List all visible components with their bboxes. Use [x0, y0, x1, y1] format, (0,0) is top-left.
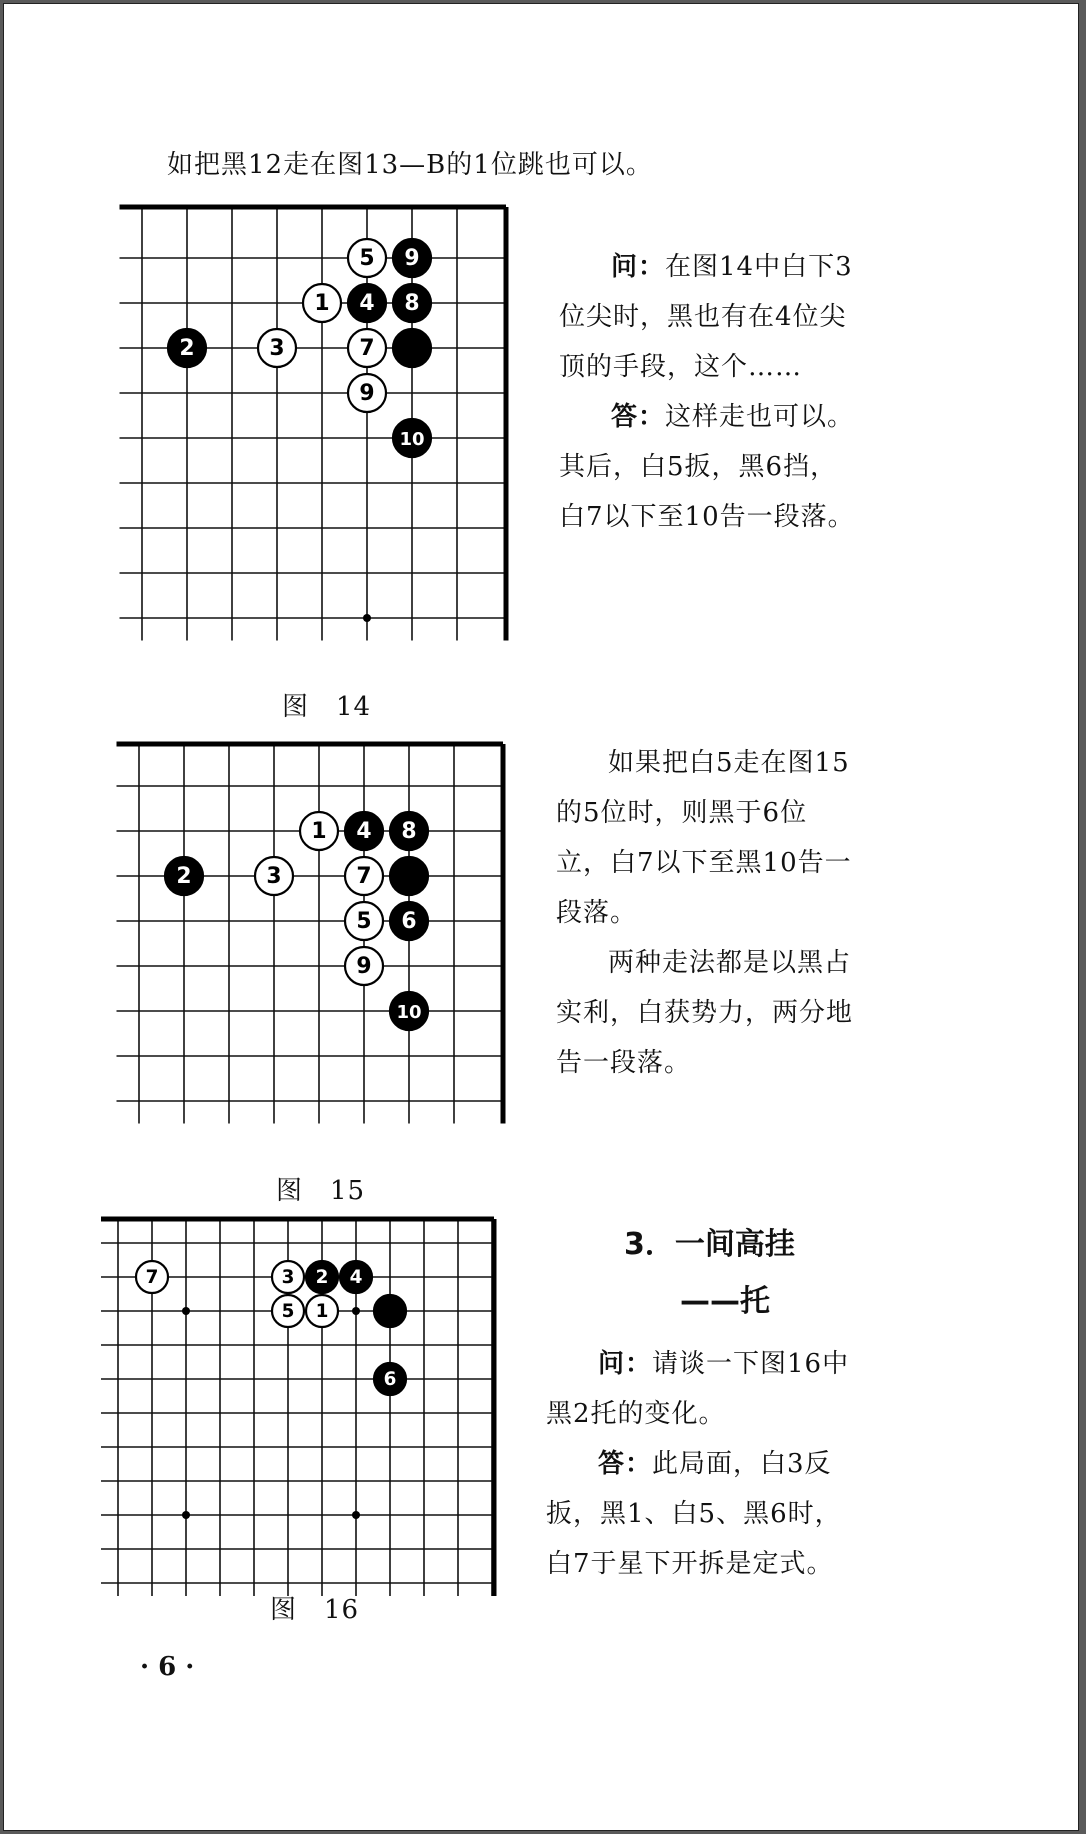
stone-number: 1 [311, 819, 327, 845]
stone-number: 2 [179, 336, 195, 362]
star-point [363, 614, 371, 622]
black-stone [345, 812, 383, 850]
book-page [3, 3, 1079, 1831]
stone-number: 2 [176, 864, 192, 890]
white-stone [345, 857, 383, 895]
figure16-caption: 图 16 [270, 1595, 360, 1625]
section3-heading-line2: ——托 [680, 1284, 770, 1319]
answer-label: 答： [598, 1449, 653, 1479]
white-stone [345, 947, 383, 985]
page-number: · 6 · [140, 1652, 195, 1682]
black-stone [165, 857, 203, 895]
white-stone [255, 857, 293, 895]
go-board-figure16 [97, 1216, 502, 1596]
stone-number: 9 [359, 381, 375, 407]
stone-number: 3 [281, 1267, 295, 1289]
question-label: 问： [611, 252, 666, 282]
black-stone [348, 284, 386, 322]
black-stone [390, 812, 428, 850]
black-stone [306, 1261, 338, 1293]
board-diagram-14 [104, 204, 514, 649]
white-stone [348, 329, 386, 367]
black-stone [393, 419, 431, 457]
white-stone [303, 284, 341, 322]
stone-number: 3 [266, 864, 282, 890]
stone-number: 5 [359, 246, 375, 272]
stone-number: 7 [356, 864, 372, 890]
black-stone [374, 1363, 406, 1395]
stone-number: 6 [383, 1369, 397, 1391]
star-point [352, 1307, 360, 1315]
black-stone [390, 902, 428, 940]
stone-number: 7 [359, 336, 375, 362]
figure14-caption: 图 14 [282, 692, 372, 722]
stone-number: 4 [359, 291, 375, 317]
stone-number: 10 [399, 429, 425, 451]
black-stone [390, 857, 428, 895]
section15-para1: 如果把白5走在图15的5位时，则黑于6位立，白7以下至黑10告一段落。 [556, 748, 852, 928]
white-stone [348, 374, 386, 412]
white-stone [272, 1261, 304, 1293]
question-label: 问： [598, 1349, 653, 1379]
figure15-caption: 图 15 [276, 1176, 366, 1206]
stone-number: 6 [401, 909, 417, 935]
black-stone [393, 329, 431, 367]
answer-label: 答： [611, 402, 666, 432]
stone-number: 1 [314, 291, 330, 317]
stone-number: 8 [404, 291, 420, 317]
question-text: 在图14中白下3位尖时，黑也有在4位尖顶的手段，这个…… [559, 252, 853, 382]
stone-number: 2 [315, 1267, 329, 1289]
white-stone [348, 239, 386, 277]
star-point [182, 1307, 190, 1315]
white-stone [306, 1295, 338, 1327]
answer-text: 这样走也可以。其后，白5扳，黑6挡，白7以下至10告一段落。 [559, 402, 855, 532]
black-stone [393, 239, 431, 277]
stone-number: 5 [356, 909, 372, 935]
star-point [352, 1511, 360, 1519]
black-stone [340, 1261, 372, 1293]
black-stone [390, 992, 428, 1030]
stone-number: 9 [404, 246, 420, 272]
stone-number: 4 [349, 1267, 363, 1289]
white-stone [300, 812, 338, 850]
section3-text [546, 1339, 851, 1589]
white-stone [258, 329, 296, 367]
go-board-figure15 [101, 741, 511, 1153]
stone-number: 9 [356, 954, 372, 980]
black-stone [168, 329, 206, 367]
white-stone [345, 902, 383, 940]
stone-number: 4 [356, 819, 372, 845]
white-stone [136, 1261, 168, 1293]
answer-text: 此局面，白3反扳，黑1、白5、黑6时，白7于星下开拆是定式。 [546, 1449, 842, 1579]
stone-number: 10 [396, 1002, 422, 1024]
stone-number: 1 [315, 1301, 329, 1323]
board-diagram-15 [101, 741, 511, 1153]
section14-text [559, 242, 864, 542]
board-diagram-16 [97, 1216, 502, 1596]
section15-para2: 两种走法都是以黑占实利，白获势力，两分地告一段落。 [556, 948, 854, 1078]
question-text: 请谈一下图16中黑2托的变化。 [546, 1349, 850, 1429]
stone-number: 7 [145, 1267, 159, 1289]
black-stone [393, 284, 431, 322]
stone-number: 5 [281, 1301, 295, 1323]
stone-number: 8 [401, 819, 417, 845]
go-board-figure14 [104, 204, 514, 649]
section3-heading-line1: 3．一间高挂 [624, 1227, 795, 1262]
section15-text [556, 738, 861, 1088]
stone-number: 3 [269, 336, 285, 362]
black-stone [374, 1295, 406, 1327]
star-point [182, 1511, 190, 1519]
white-stone [272, 1295, 304, 1327]
intro-text: 如把黑12走在图13—B的1位跳也可以。 [167, 150, 653, 180]
